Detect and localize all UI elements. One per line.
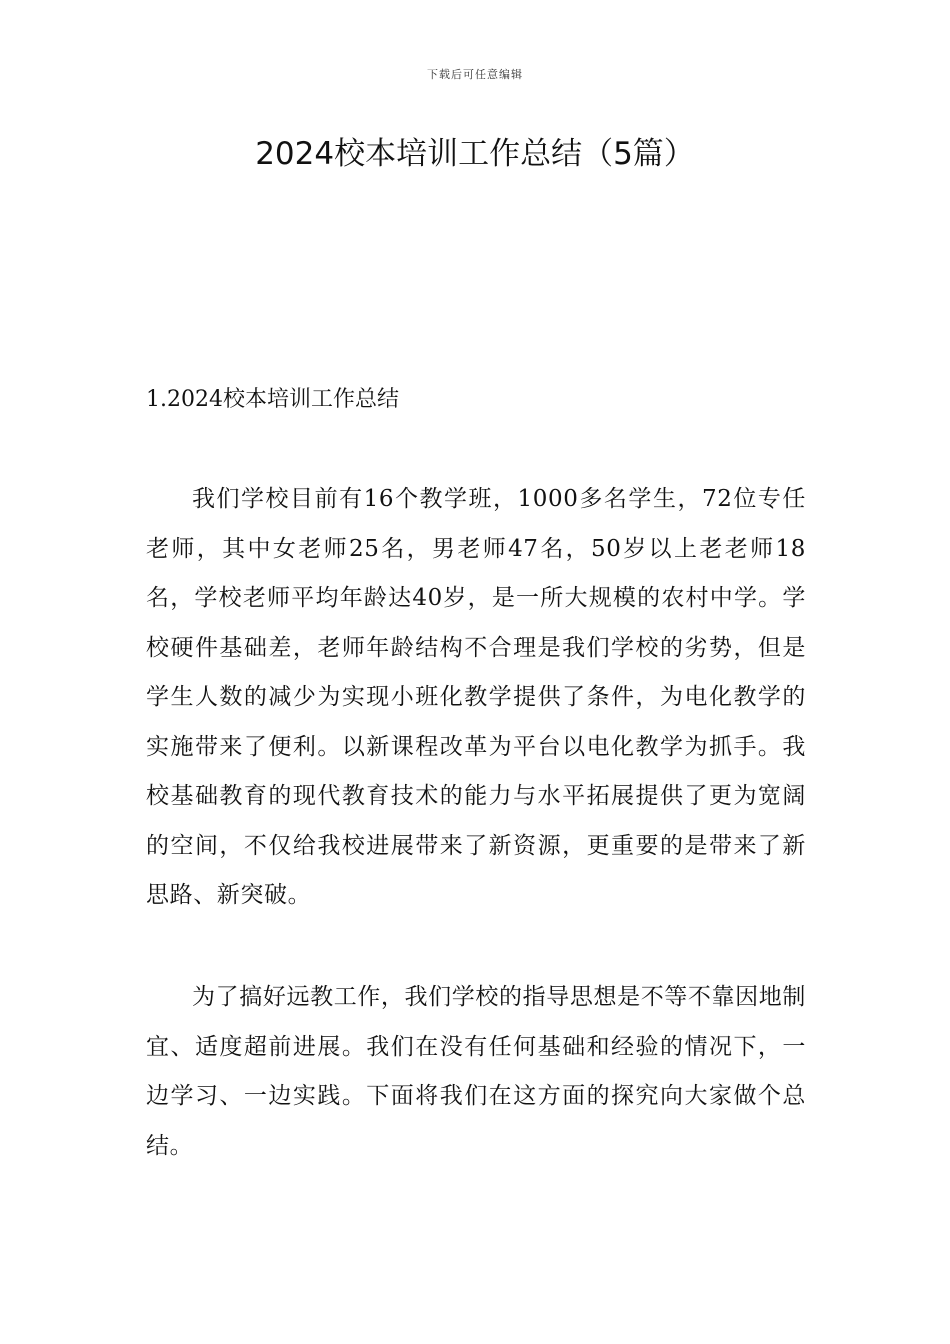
body-paragraph: 我们学校目前有16个教学班，1000多名学生，72位专任老师，其中女老师25名，男老师47名，50岁以上老老师18名，学校老师平均年龄达40岁，是一所大规模的农村中学。学校硬件基础差，老师年龄结构不合理是我们学校的劣势，但是学生人数的减少为实现小班化教学提供了条件，为电化教学的实施带来了便利。以新课程改革为平台以电化教学为抓手。我校基础教育的现代教育技术的能力与水平拓展提供了更为宽阔的空间，不仅给我校进展带来了新资源，更重要的是带来了新思路、新突破。 xyxy=(146,486,806,908)
document-title: 2024校本培训工作总结（5篇） xyxy=(255,136,695,172)
header-note: 下载后可任意编辑 xyxy=(427,68,523,81)
body-paragraph: 为了搞好远教工作，我们学校的指导思想是不等不靠因地制宜、适度超前进展。我们在没有任何基础和经验的情况下，一边学习、一边实践。下面将我们在这方面的探究向大家做个总结。 xyxy=(146,984,806,1159)
section-heading: 1.2024校本培训工作总结 xyxy=(146,387,399,412)
